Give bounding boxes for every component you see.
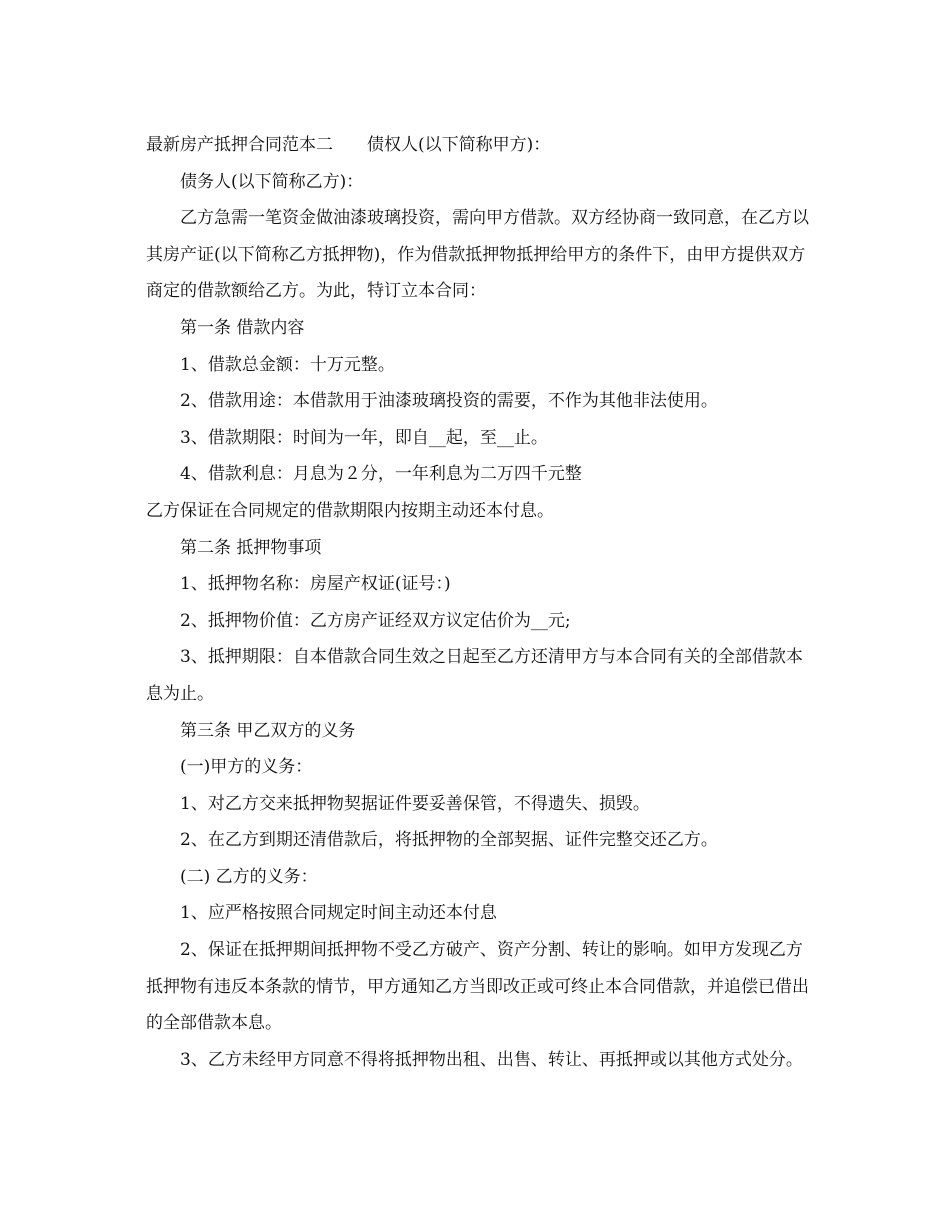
article2-item-2: 2、抵押物价值：乙方房产证经双方议定估价为__元; (180, 610, 571, 631)
intro-paragraph: 乙方急需一笔资金做油漆玻璃投资，需向甲方借款。双方经协商一致同意，在乙方以其房产证(以下简称乙方抵押物)，作为借款抵押物抵押给甲方的条件下，由甲方提供双方商定的借款额给乙方。为此，特订立本合同： (146, 208, 809, 302)
debtor-line: 债务人(以下简称乙方)： (180, 171, 364, 192)
article2-heading: 第二条 抵押物事项 (180, 537, 322, 558)
title-line (146, 127, 810, 164)
party-a-item-1: 1、对乙方交来抵押物契据证件要妥善保管，不得遗失、损毁。 (180, 793, 650, 814)
article1-guarantee: 乙方保证在合同规定的借款期限内按期主动还本付息。 (146, 500, 554, 521)
article2-item-1: 1、抵押物名称：房屋产权证(证号：) (180, 574, 451, 595)
article2-item-3: 3、抵押期限：自本借款合同生效之日起至乙方还清甲方与本合同有关的全部借款本息为止。 (146, 647, 803, 704)
party-b-item-3: 3、乙方未经甲方同意不得将抵押物出租、出售、转让、再抵押或以其他方式处分。 (180, 1049, 803, 1070)
article1-item-3: 3、借款期限：时间为一年，即自__起，至__止。 (180, 427, 548, 448)
party-b-item-2: 2、保证在抵押期间抵押物不受乙方破产、资产分割、转让的影响。如甲方发现乙方抵押物有违反本条款的情节，甲方通知乙方当即改正或可终止本合同借款，并追偿已借出的全部借款本息。 (146, 940, 809, 1034)
article1-heading: 第一条 借款内容 (180, 317, 305, 338)
contract-body (146, 127, 810, 1078)
party-a-item-2: 2、在乙方到期还清借款后，将抵押物的全部契据、证件完整交还乙方。 (180, 830, 718, 851)
article1-item-4: 4、借款利息：月息为２分，一年利息为二万四千元整 (180, 464, 582, 485)
party-a-heading: (一)甲方的义务： (180, 757, 313, 778)
document-title: 最新房产抵押合同范本二 (146, 135, 333, 155)
creditor-line: 债权人(以下简称甲方)： (367, 135, 551, 155)
article3-heading: 第三条 甲乙双方的义务 (180, 720, 356, 741)
party-b-heading: (二) 乙方的义务： (180, 866, 318, 887)
article1-item-2: 2、借款用途：本借款用于油漆玻璃投资的需要，不作为其他非法使用。 (180, 391, 718, 412)
article1-item-1: 1、借款总金额：十万元整。 (180, 354, 395, 375)
party-b-item-1: 1、应严格按照合同规定时间主动还本付息 (180, 903, 497, 924)
